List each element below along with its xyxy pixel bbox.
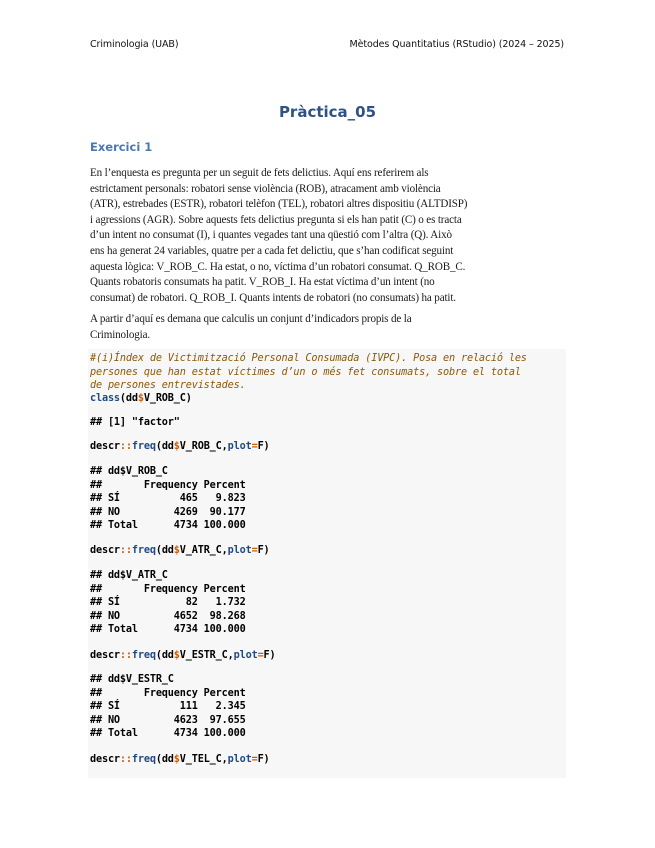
table-row: ## SÍ 111 2.345 [90, 701, 246, 712]
intro-line: i agressions (AGR). Sobre aquests fets delictius pregunta si els han patit (C) o es tracta [90, 213, 462, 226]
table-row: ## dd$V_ATR_C [90, 570, 168, 581]
code-freq-call: descr::freq(dd$V_TEL_C,plot=F) [90, 754, 270, 765]
table-row: ## Total 4734 100.000 [90, 520, 246, 531]
intro-line: Quants robatoris consumats ha patit. V_ROB_I. Ha estat víctima d’un intent (no [90, 276, 435, 289]
intro-line: (ATR), estrebades (ESTR), robatori telèfon (TEL), robatori altres dispositiu (ALTDISP) [90, 198, 468, 211]
intro-line: estrictament personals: robatori sense violència (ROB), atracament amb violència [90, 182, 441, 195]
task-line: Criminologia. [90, 328, 150, 341]
table-row: ## SÍ 82 1.732 [90, 597, 246, 608]
header-course: Criminologia (UAB) [90, 39, 179, 50]
intro-line: En l’enquesta es pregunta per un seguit de fets delictius. Aquí ens referirem als [90, 167, 429, 179]
table-row: ## Frequency Percent [90, 687, 246, 699]
header-subject: Mètodes Quantitatius (RStudio) (2024 – 2025) [349, 39, 564, 50]
code-class-call: class(dd$V_ROB_C) [90, 393, 192, 404]
table-row: ## Frequency Percent [90, 583, 246, 595]
comment-line: persones que han estat víctimes d’un o més fet consumats, sobre el total [90, 366, 521, 378]
intro-line: ens ha generat 24 variables, quatre per a cada fet delictiu, que s’han codificat seguint [90, 244, 454, 257]
table-row: ## NO 4623 97.655 [90, 714, 246, 726]
code-comment [90, 352, 527, 393]
task-line: A partir d’aquí es demana que calculis un conjunt d’indicadors propis de la [90, 313, 412, 325]
table-row: ## Total 4734 100.000 [90, 728, 246, 739]
intro-line: d’un intent no consumat (I), i quantes vegades tant una qüestió com l’altra (Q). Això [90, 229, 452, 242]
code-freq-call: descr::freq(dd$V_ATR_C,plot=F) [90, 545, 270, 556]
task-paragraph [90, 312, 566, 343]
frequency-table [90, 569, 246, 637]
table-row: ## Frequency Percent [90, 479, 246, 491]
code-freq-call: descr::freq(dd$V_ESTR_C,plot=F) [90, 650, 276, 661]
intro-line: aquesta lògica: V_ROB_C. Ha estat, o no, víctima d’un robatori consumat. Q_ROB_C. [90, 260, 466, 273]
code-output-area [88, 349, 566, 778]
exercise-heading: Exercici 1 [90, 140, 153, 154]
document-title: Pràctica_05 [278, 103, 377, 121]
intro-line: consumat) de robatori. Q_ROB_I. Quants intents de robatori (no consumats) ha patit. [90, 291, 456, 304]
code-output: ## [1] "factor" [90, 417, 180, 428]
code-freq-call: descr::freq(dd$V_ROB_C,plot=F) [90, 441, 270, 452]
table-row: ## dd$V_ESTR_C [90, 674, 174, 685]
comment-line: #(i)Índex de Victimització Personal Consumada (IVPC). Posa en relació les [90, 353, 527, 364]
table-row: ## SÍ 465 9.823 [90, 493, 246, 504]
table-row: ## dd$V_ROB_C [90, 466, 168, 477]
function-name: class [90, 393, 120, 404]
frequency-table [90, 465, 246, 533]
frequency-table [90, 673, 246, 741]
intro-paragraph [90, 166, 566, 306]
table-row: ## NO 4652 98.268 [90, 610, 246, 622]
table-row: ## NO 4269 90.177 [90, 506, 246, 518]
comment-line: de persones entrevistades. [90, 380, 246, 391]
table-row: ## Total 4734 100.000 [90, 624, 246, 635]
